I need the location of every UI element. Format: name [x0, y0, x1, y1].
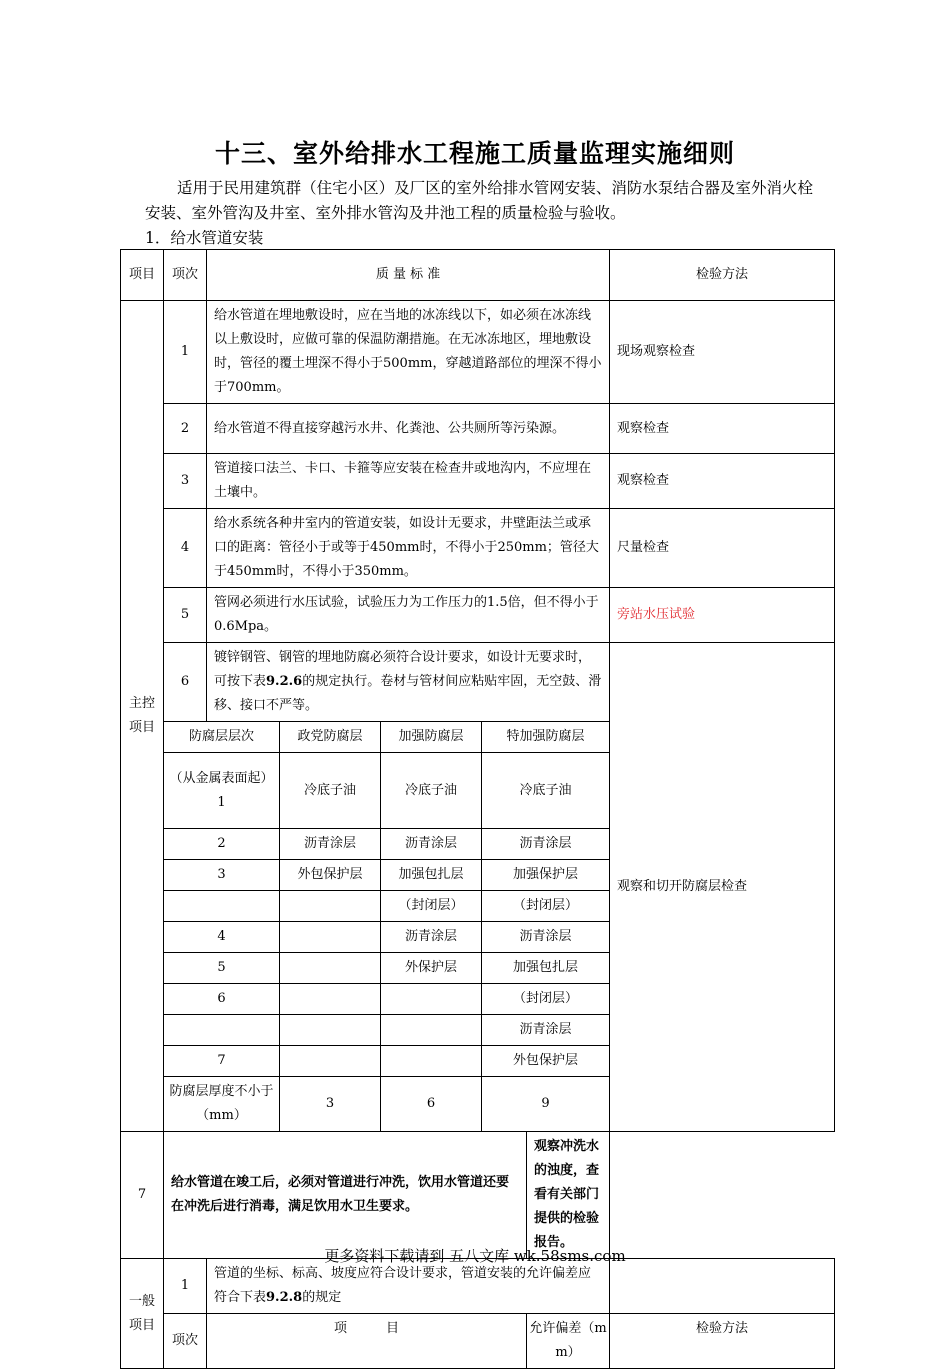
corrosion-cell: 加强包扎层	[482, 953, 610, 984]
corrosion-cell	[280, 984, 381, 1015]
corrosion-cell: 外包保护层	[280, 860, 381, 891]
section-heading: 1．给水管道安装	[145, 229, 264, 247]
corrosion-cell: （封闭层）	[381, 891, 482, 922]
corrosion-cell: 冷底子油	[381, 753, 482, 829]
row-number: 3	[164, 454, 207, 509]
corrosion-cell	[280, 1046, 381, 1077]
corrosion-header: 特加强防腐层	[482, 722, 610, 753]
row-method	[610, 1259, 835, 1314]
thickness-value: 3	[280, 1077, 381, 1132]
row-standard: 给水系统各种井室内的管道安装，如设计无要求，井壁距法兰或承口的距离：管径小于或等于450mm时，不得小于250mm；管径大于450mm时，不得小于350mm。	[207, 509, 610, 588]
row-number: 5	[164, 588, 207, 643]
thickness-value: 9	[482, 1077, 610, 1132]
corrosion-cell: 冷底子油	[280, 753, 381, 829]
row-number: 1	[164, 301, 207, 404]
corrosion-cell	[280, 922, 381, 953]
table-reference: 9.2.6	[266, 674, 303, 689]
corrosion-cell: 加强保护层	[482, 860, 610, 891]
corrosion-cell: 5	[164, 953, 280, 984]
sub-header-row	[121, 1314, 835, 1369]
row-standard: 管网必须进行水压试验，试验压力为工作压力的1.5倍，但不得小于0.6Mpa。	[207, 588, 610, 643]
table-row	[121, 1259, 835, 1314]
corrosion-header: 加强防腐层	[381, 722, 482, 753]
document-title: 十三、室外给排水工程施工质量监理实施细则	[214, 139, 735, 168]
corrosion-cell: 冷底子油	[482, 753, 610, 829]
row-method: 尺量检查	[610, 509, 835, 588]
row-standard: 给水管道在埋地敷设时，应在当地的冰冻线以下，如必须在冰冻线以上敷设时，应做可靠的保温防潮措施。在无冰冻地区，埋地敷设时，管径的覆土埋深不得小于500mm，穿越道路部位的埋深不得小于700mm。	[207, 301, 610, 404]
table-row	[121, 1132, 835, 1259]
corrosion-cell	[164, 1015, 280, 1046]
row-method: 观察检查	[610, 454, 835, 509]
corrosion-cell	[381, 1046, 482, 1077]
corrosion-cell: 沥青涂层	[381, 829, 482, 860]
table-row	[121, 454, 835, 509]
header-inspection-method: 检验方法	[610, 250, 835, 301]
row-standard: 镀锌钢管、钢管的埋地防腐必须符合设计要求，如设计无要求时，可按下表9.2.6的规定执行。卷材与管材间应粘贴牢固，无空鼓、滑移、接口不严等。	[207, 643, 610, 722]
corrosion-cell: 沥青涂层	[482, 829, 610, 860]
header-project: 项目	[121, 250, 164, 301]
corrosion-cell: 沥青涂层	[280, 829, 381, 860]
thickness-value: 6	[381, 1077, 482, 1132]
sub-header-item: 项 目	[207, 1314, 527, 1369]
general-group-label: 一般项目	[121, 1259, 164, 1369]
row-number: 4	[164, 509, 207, 588]
footer-text: 更多资料下载请到 五八文库 wk.58sms.com	[324, 1247, 626, 1265]
corrosion-cell: 沥青涂层	[482, 922, 610, 953]
corrosion-cell	[164, 891, 280, 922]
intro-paragraph: 适用于民用建筑群（住宅小区）及厂区的室外给排水管网安装、消防水泵结合器及室外消火栓安装、室外管沟及井室、室外排水管沟及井池工程的质量检验与验收。	[145, 179, 813, 222]
corrosion-cell: 3	[164, 860, 280, 891]
table-header-row	[121, 250, 835, 301]
row-number: 2	[164, 404, 207, 454]
corrosion-cell: 加强包扎层	[381, 860, 482, 891]
row-method: 观察检查	[610, 404, 835, 454]
table-row	[121, 404, 835, 454]
corrosion-cell: 2	[164, 829, 280, 860]
row-number: 7	[121, 1132, 164, 1259]
row-method: 现场观察检查	[610, 301, 835, 404]
corrosion-cell: 7	[164, 1046, 280, 1077]
table-reference: 9.2.8	[266, 1290, 303, 1305]
table-row	[121, 301, 835, 404]
row-method: 观察和切开防腐层检查	[610, 643, 835, 1132]
corrosion-cell	[280, 891, 381, 922]
corrosion-cell: 6	[164, 984, 280, 1015]
corrosion-cell: （从金属表面起）1	[164, 753, 280, 829]
thickness-label: 防腐层厚度不小于（mm）	[164, 1077, 280, 1132]
corrosion-cell: 外保护层	[381, 953, 482, 984]
row-number: 6	[164, 643, 207, 722]
sub-header-tolerance: 允许偏差（mm）	[527, 1314, 610, 1369]
table-row	[121, 643, 835, 722]
corrosion-header: 政党防腐层	[280, 722, 381, 753]
main-control-group-label: 主控项目	[121, 301, 164, 1132]
row-standard: 管道接口法兰、卡口、卡箍等应安装在检查井或地沟内，不应埋在土壤中。	[207, 454, 610, 509]
corrosion-cell: （封闭层）	[482, 891, 610, 922]
corrosion-cell	[381, 984, 482, 1015]
row-standard: 管道的坐标、标高、坡度应符合设计要求，管道安装的允许偏差应符合下表9.2.8的规定	[207, 1259, 610, 1314]
table-row	[121, 588, 835, 643]
corrosion-cell: 外包保护层	[482, 1046, 610, 1077]
corrosion-cell	[280, 1015, 381, 1046]
sub-header-method: 检验方法	[610, 1314, 835, 1369]
corrosion-cell: 4	[164, 922, 280, 953]
corrosion-cell: 沥青涂层	[482, 1015, 610, 1046]
corrosion-cell: （封闭层）	[482, 984, 610, 1015]
corrosion-header: 防腐层层次	[164, 722, 280, 753]
corrosion-cell	[381, 1015, 482, 1046]
quality-standard-table	[120, 249, 835, 1369]
row-standard: 给水管道不得直接穿越污水井、化粪池、公共厕所等污染源。	[207, 404, 610, 454]
corrosion-cell	[280, 953, 381, 984]
sub-header-item-no: 项次	[164, 1314, 207, 1369]
header-item-no: 项次	[164, 250, 207, 301]
row-method-highlight: 旁站水压试验	[610, 588, 835, 643]
row-number: 1	[164, 1259, 207, 1314]
table-row	[121, 509, 835, 588]
corrosion-cell: 沥青涂层	[381, 922, 482, 953]
row-standard: 给水管道在竣工后，必须对管道进行冲洗，饮用水管道还要在冲洗后进行消毒，满足饮用水卫生要求。	[164, 1132, 527, 1259]
header-quality-standard: 质 量 标 准	[207, 250, 610, 301]
row-method: 观察冲洗水的浊度，查看有关部门提供的检验报告。	[527, 1132, 610, 1259]
